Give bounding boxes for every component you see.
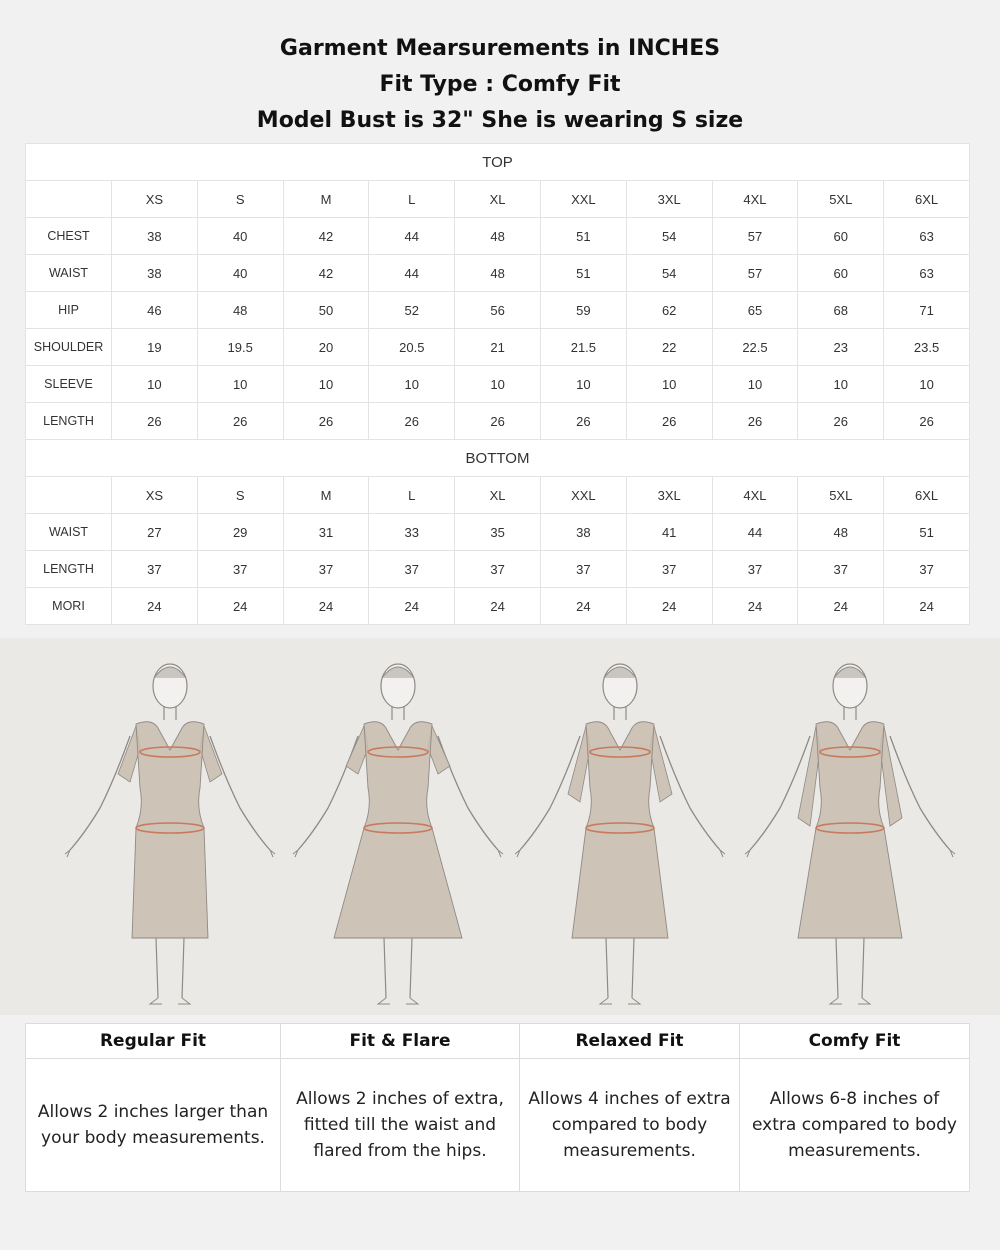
bottom-size-header: M <box>283 477 369 514</box>
top-value-cell: 48 <box>197 292 283 329</box>
left-arm-icon <box>750 736 810 850</box>
top-value-cell: 10 <box>283 366 369 403</box>
bottom-value-cell: 37 <box>540 551 626 588</box>
top-value-cell: 26 <box>112 403 198 440</box>
top-row-label: LENGTH <box>26 403 112 440</box>
top-size-header: 4XL <box>712 181 798 218</box>
top-value-cell: 60 <box>798 218 884 255</box>
top-value-cell: 26 <box>283 403 369 440</box>
top-value-cell: 26 <box>197 403 283 440</box>
bottom-value-cell: 37 <box>798 551 884 588</box>
top-row-label: SHOULDER <box>26 329 112 366</box>
top-value-cell: 38 <box>112 218 198 255</box>
top-value-cell: 26 <box>369 403 455 440</box>
top-value-cell: 65 <box>712 292 798 329</box>
top-value-cell: 10 <box>884 366 970 403</box>
top-value-cell: 40 <box>197 218 283 255</box>
top-value-cell: 63 <box>884 218 970 255</box>
top-value-cell: 10 <box>798 366 884 403</box>
top-value-cell: 48 <box>455 218 541 255</box>
top-value-cell: 50 <box>283 292 369 329</box>
fit-desc-flare: Allows 2 inches of extra, fitted till the waist and flared from the hips. <box>281 1059 520 1192</box>
size-chart-table <box>25 143 970 625</box>
bottom-value-cell: 31 <box>283 514 369 551</box>
top-size-header-row <box>26 181 970 218</box>
bottom-value-cell: 24 <box>112 588 198 625</box>
legs-icon <box>384 938 412 998</box>
bottom-value-cell: 51 <box>884 514 970 551</box>
bottom-value-cell: 24 <box>369 588 455 625</box>
left-arm-icon <box>70 736 130 850</box>
bottom-value-cell: 24 <box>712 588 798 625</box>
top-value-cell: 44 <box>369 255 455 292</box>
top-value-cell: 38 <box>112 255 198 292</box>
top-value-cell: 10 <box>112 366 198 403</box>
top-value-cell: 71 <box>884 292 970 329</box>
bottom-row-waist <box>26 514 970 551</box>
top-value-cell: 57 <box>712 255 798 292</box>
top-value-cell: 51 <box>540 255 626 292</box>
top-row-waist <box>26 255 970 292</box>
legs-icon <box>156 938 184 998</box>
top-value-cell: 62 <box>626 292 712 329</box>
bottom-row-label: WAIST <box>26 514 112 551</box>
top-size-header: S <box>197 181 283 218</box>
top-value-cell: 10 <box>197 366 283 403</box>
top-size-header: 5XL <box>798 181 884 218</box>
bottom-value-cell: 37 <box>197 551 283 588</box>
top-value-cell: 19.5 <box>197 329 283 366</box>
bottom-value-cell: 27 <box>112 514 198 551</box>
top-size-header: 3XL <box>626 181 712 218</box>
top-value-cell: 23.5 <box>884 329 970 366</box>
fit-desc-comfy: Allows 6-8 inches of extra compared to body measurements. <box>740 1059 970 1192</box>
fit-name-comfy: Comfy Fit <box>740 1024 970 1059</box>
bottom-value-cell: 37 <box>455 551 541 588</box>
top-value-cell: 26 <box>540 403 626 440</box>
bottom-value-cell: 33 <box>369 514 455 551</box>
figure-comfy <box>745 664 955 1004</box>
top-value-cell: 54 <box>626 255 712 292</box>
feet-icon <box>600 998 640 1004</box>
fit-name-relaxed: Relaxed Fit <box>520 1024 740 1059</box>
bottom-row-length <box>26 551 970 588</box>
bottom-value-cell: 37 <box>884 551 970 588</box>
top-value-cell: 26 <box>798 403 884 440</box>
top-value-cell: 22 <box>626 329 712 366</box>
bottom-size-header: XL <box>455 477 541 514</box>
bottom-size-header: S <box>197 477 283 514</box>
figure-relaxed <box>515 664 725 1004</box>
top-value-cell: 26 <box>455 403 541 440</box>
fit-illustrations <box>0 638 1000 1015</box>
top-value-cell: 57 <box>712 218 798 255</box>
top-value-cell: 22.5 <box>712 329 798 366</box>
bottom-value-cell: 24 <box>798 588 884 625</box>
figure-flare <box>293 664 503 1004</box>
top-value-cell: 48 <box>455 255 541 292</box>
top-size-header: 6XL <box>884 181 970 218</box>
bottom-value-cell: 37 <box>369 551 455 588</box>
fit-name-flare: Fit & Flare <box>281 1024 520 1059</box>
bottom-value-cell: 37 <box>626 551 712 588</box>
top-corner-cell <box>26 181 112 218</box>
top-row-sleeve <box>26 366 970 403</box>
top-value-cell: 42 <box>283 255 369 292</box>
top-section-title: TOP <box>26 144 970 181</box>
top-row-length <box>26 403 970 440</box>
top-row-chest <box>26 218 970 255</box>
top-value-cell: 21 <box>455 329 541 366</box>
top-value-cell: 19 <box>112 329 198 366</box>
bottom-value-cell: 24 <box>884 588 970 625</box>
bottom-value-cell: 37 <box>283 551 369 588</box>
bottom-value-cell: 24 <box>197 588 283 625</box>
heading-fit-type: Fit Type : Comfy Fit <box>379 72 621 97</box>
bottom-value-cell: 48 <box>798 514 884 551</box>
top-value-cell: 56 <box>455 292 541 329</box>
fit-name-regular: Regular Fit <box>26 1024 281 1059</box>
bottom-value-cell: 29 <box>197 514 283 551</box>
top-value-cell: 26 <box>626 403 712 440</box>
top-value-cell: 46 <box>112 292 198 329</box>
top-value-cell: 10 <box>540 366 626 403</box>
feet-icon <box>378 998 418 1004</box>
top-value-cell: 54 <box>626 218 712 255</box>
top-value-cell: 20 <box>283 329 369 366</box>
right-arm-icon <box>890 736 950 850</box>
bottom-section-header <box>26 440 970 477</box>
bottom-size-header: L <box>369 477 455 514</box>
top-value-cell: 42 <box>283 218 369 255</box>
bottom-row-mori <box>26 588 970 625</box>
top-size-header: L <box>369 181 455 218</box>
top-size-header: XS <box>112 181 198 218</box>
bottom-value-cell: 24 <box>283 588 369 625</box>
fit-desc-relaxed: Allows 4 inches of extra compared to body measurements. <box>520 1059 740 1192</box>
fit-types-table <box>25 1023 970 1192</box>
top-section-header <box>26 144 970 181</box>
heading-model-info: Model Bust is 32" She is wearing S size <box>256 108 744 133</box>
top-value-cell: 40 <box>197 255 283 292</box>
bottom-size-header: XS <box>112 477 198 514</box>
top-row-label: CHEST <box>26 218 112 255</box>
bottom-size-header-row <box>26 477 970 514</box>
top-value-cell: 26 <box>712 403 798 440</box>
bottom-size-header: 3XL <box>626 477 712 514</box>
top-size-header: XL <box>455 181 541 218</box>
top-value-cell: 23 <box>798 329 884 366</box>
bottom-value-cell: 37 <box>112 551 198 588</box>
top-value-cell: 68 <box>798 292 884 329</box>
legs-icon <box>606 938 634 998</box>
top-value-cell: 10 <box>712 366 798 403</box>
top-size-header: M <box>283 181 369 218</box>
bottom-value-cell: 24 <box>455 588 541 625</box>
top-value-cell: 20.5 <box>369 329 455 366</box>
top-value-cell: 60 <box>798 255 884 292</box>
bottom-size-header: 5XL <box>798 477 884 514</box>
bottom-value-cell: 24 <box>540 588 626 625</box>
top-value-cell: 44 <box>369 218 455 255</box>
bottom-row-label: MORI <box>26 588 112 625</box>
left-arm-icon <box>298 736 358 850</box>
bottom-value-cell: 38 <box>540 514 626 551</box>
feet-icon <box>150 998 190 1004</box>
right-arm-icon <box>210 736 270 850</box>
top-value-cell: 10 <box>455 366 541 403</box>
heading-measurements: Garment Mearsurements in INCHES <box>279 36 721 61</box>
fit-figures-graphic <box>0 638 1000 1015</box>
bottom-size-header: 6XL <box>884 477 970 514</box>
bottom-size-header: 4XL <box>712 477 798 514</box>
bottom-section-title: BOTTOM <box>26 440 970 477</box>
top-row-hip <box>26 292 970 329</box>
bottom-corner-cell <box>26 477 112 514</box>
feet-icon <box>830 998 870 1004</box>
bottom-value-cell: 37 <box>712 551 798 588</box>
top-row-label: WAIST <box>26 255 112 292</box>
top-row-shoulder <box>26 329 970 366</box>
figure-regular <box>65 664 275 1004</box>
fit-desc-regular: Allows 2 inches larger than your body measurements. <box>26 1059 281 1192</box>
top-size-header: XXL <box>540 181 626 218</box>
top-value-cell: 52 <box>369 292 455 329</box>
legs-icon <box>836 938 864 998</box>
bottom-value-cell: 24 <box>626 588 712 625</box>
right-arm-icon <box>438 736 498 850</box>
top-value-cell: 59 <box>540 292 626 329</box>
top-value-cell: 21.5 <box>540 329 626 366</box>
bottom-value-cell: 44 <box>712 514 798 551</box>
top-value-cell: 51 <box>540 218 626 255</box>
bottom-row-label: LENGTH <box>26 551 112 588</box>
top-value-cell: 63 <box>884 255 970 292</box>
top-value-cell: 10 <box>369 366 455 403</box>
bottom-value-cell: 35 <box>455 514 541 551</box>
top-row-label: HIP <box>26 292 112 329</box>
top-value-cell: 26 <box>884 403 970 440</box>
top-row-label: SLEEVE <box>26 366 112 403</box>
top-value-cell: 10 <box>626 366 712 403</box>
bottom-size-header: XXL <box>540 477 626 514</box>
bottom-value-cell: 41 <box>626 514 712 551</box>
